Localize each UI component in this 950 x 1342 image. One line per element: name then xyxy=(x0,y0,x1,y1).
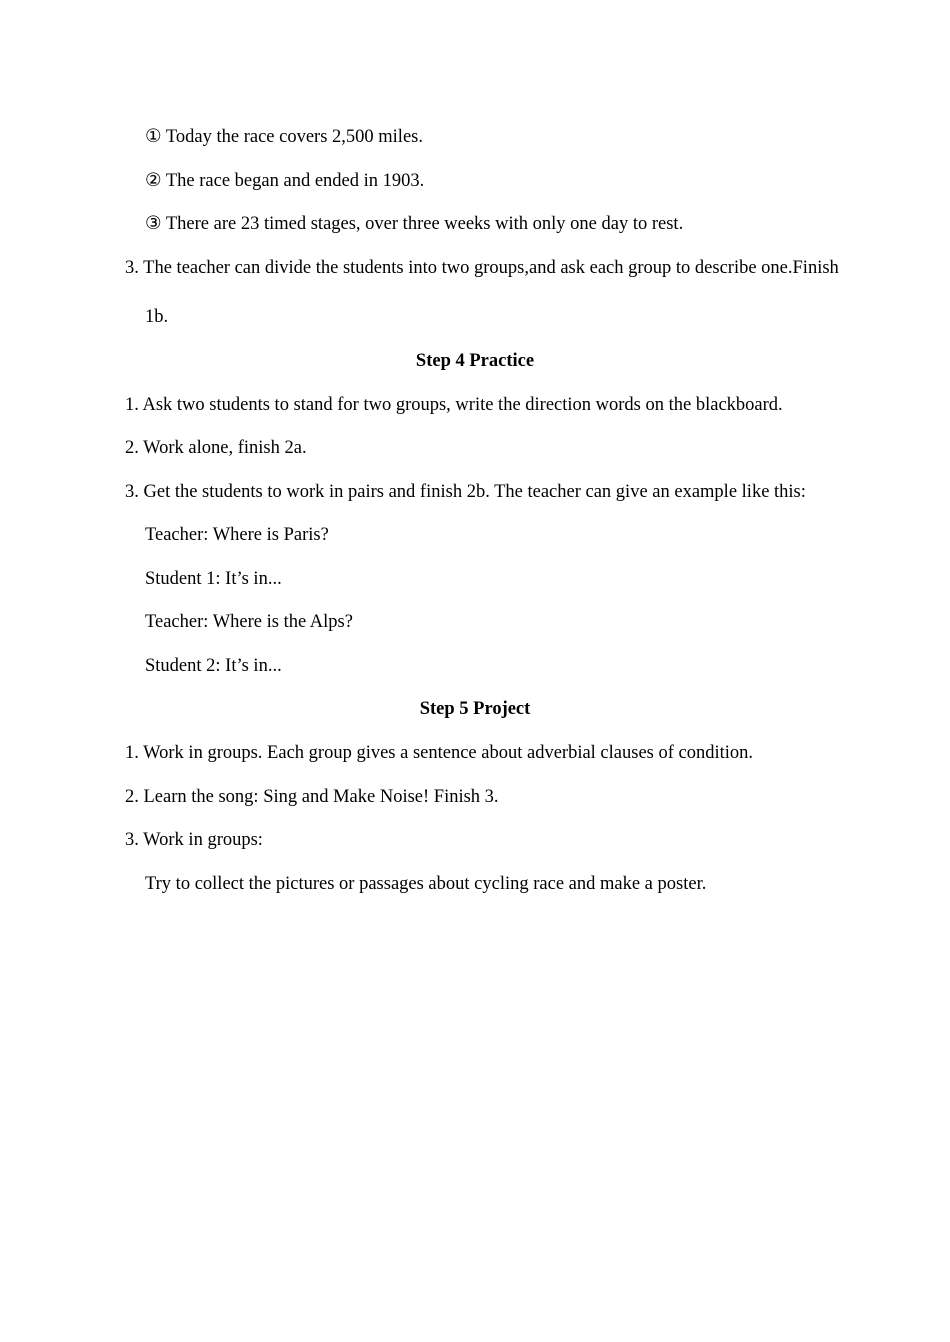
step5-item-2: 2. Learn the song: Sing and Make Noise! Finish 3. xyxy=(125,787,499,807)
step5-detail: Try to collect the pictures or passages about cycling race and make a poster. xyxy=(145,874,707,894)
dialogue-line-2: Student 1: It’s in... xyxy=(145,569,282,589)
step5-heading: Step 5 Project xyxy=(419,699,531,719)
step4-item-2: 2. Work alone, finish 2a. xyxy=(125,438,307,458)
step4-item-3: 3. Get the students to work in pairs and finish 2b. The teacher can give an example like this: xyxy=(125,482,806,502)
dialogue-line-4: Student 2: It’s in... xyxy=(145,656,282,676)
list-item-3-line-1: 3. The teacher can divide the students into two groups,and ask each group to describe one.Finish xyxy=(125,258,839,278)
fact-item-1: ① Today the race covers 2,500 miles. xyxy=(145,127,423,147)
step4-heading: Step 4 Practice xyxy=(415,351,535,371)
list-item-3-line-2: 1b. xyxy=(145,307,169,327)
fact-item-3: ③ There are 23 timed stages, over three weeks with only one day to rest. xyxy=(145,214,684,234)
dialogue-line-3: Teacher: Where is the Alps? xyxy=(145,612,353,632)
fact-item-2: ② The race began and ended in 1903. xyxy=(145,171,425,191)
step5-item-3: 3. Work in groups: xyxy=(125,830,263,850)
dialogue-line-1: Teacher: Where is Paris? xyxy=(145,525,329,545)
step4-item-1: 1. Ask two students to stand for two groups, write the direction words on the blackboard. xyxy=(125,395,783,415)
step5-item-1: 1. Work in groups. Each group gives a sentence about adverbial clauses of condition. xyxy=(125,743,754,763)
